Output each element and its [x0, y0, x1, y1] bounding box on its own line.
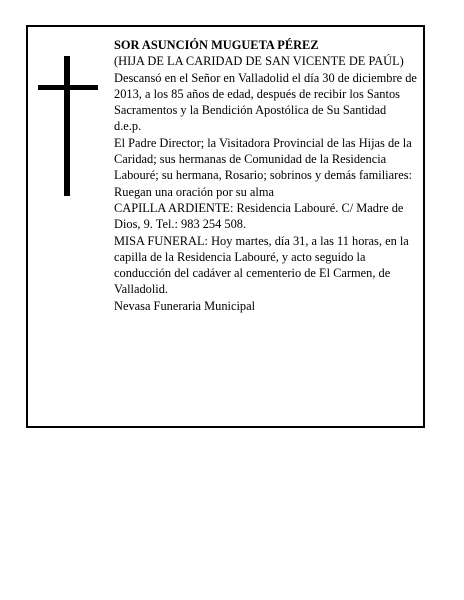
death-statement: Descansó en el Señor en Valladolid el día 30 de diciembre de 2013, a los 85 años de edad, después de recibir los Santos Sacramentos y la Bendición Apostólica de Su Santidad [114, 70, 417, 118]
funeral-home: Nevasa Funeraria Municipal [114, 298, 256, 313]
religious-affiliation: (HIJA DE LA CARIDAD DE SAN VICENTE DE PAÚL) [114, 54, 404, 69]
funeral-mass-info: MISA FUNERAL: Hoy martes, día 31, a las 11 horas, en la capilla de la Residencia Labouré, y acto seguido la conducción del cadáver al cementerio de El Carmen, de Valladolid. [114, 233, 409, 297]
chapel-info: CAPILLA ARDIENTE: Residencia Labouré. C/ Madre de Dios, 9. Tel.: 983 254 508. [114, 200, 404, 232]
mourners-list: El Padre Director; la Visitadora Provincial de las Hijas de la Caridad; sus hermanas de Comunidad de la Residencia Labouré; su hermana, Rosario; sobrinos y demás familiares: [114, 135, 412, 183]
cross-icon [38, 56, 98, 196]
cross-vertical-bar [64, 56, 70, 196]
deceased-name: SOR ASUNCIÓN MUGUETA PÉREZ [114, 38, 319, 52]
cross-horizontal-bar [38, 85, 98, 90]
obituary-text [114, 37, 420, 314]
rest-in-peace: d.e.p. [114, 119, 142, 134]
prayer-request: Ruegan una oración por su alma [114, 184, 274, 199]
